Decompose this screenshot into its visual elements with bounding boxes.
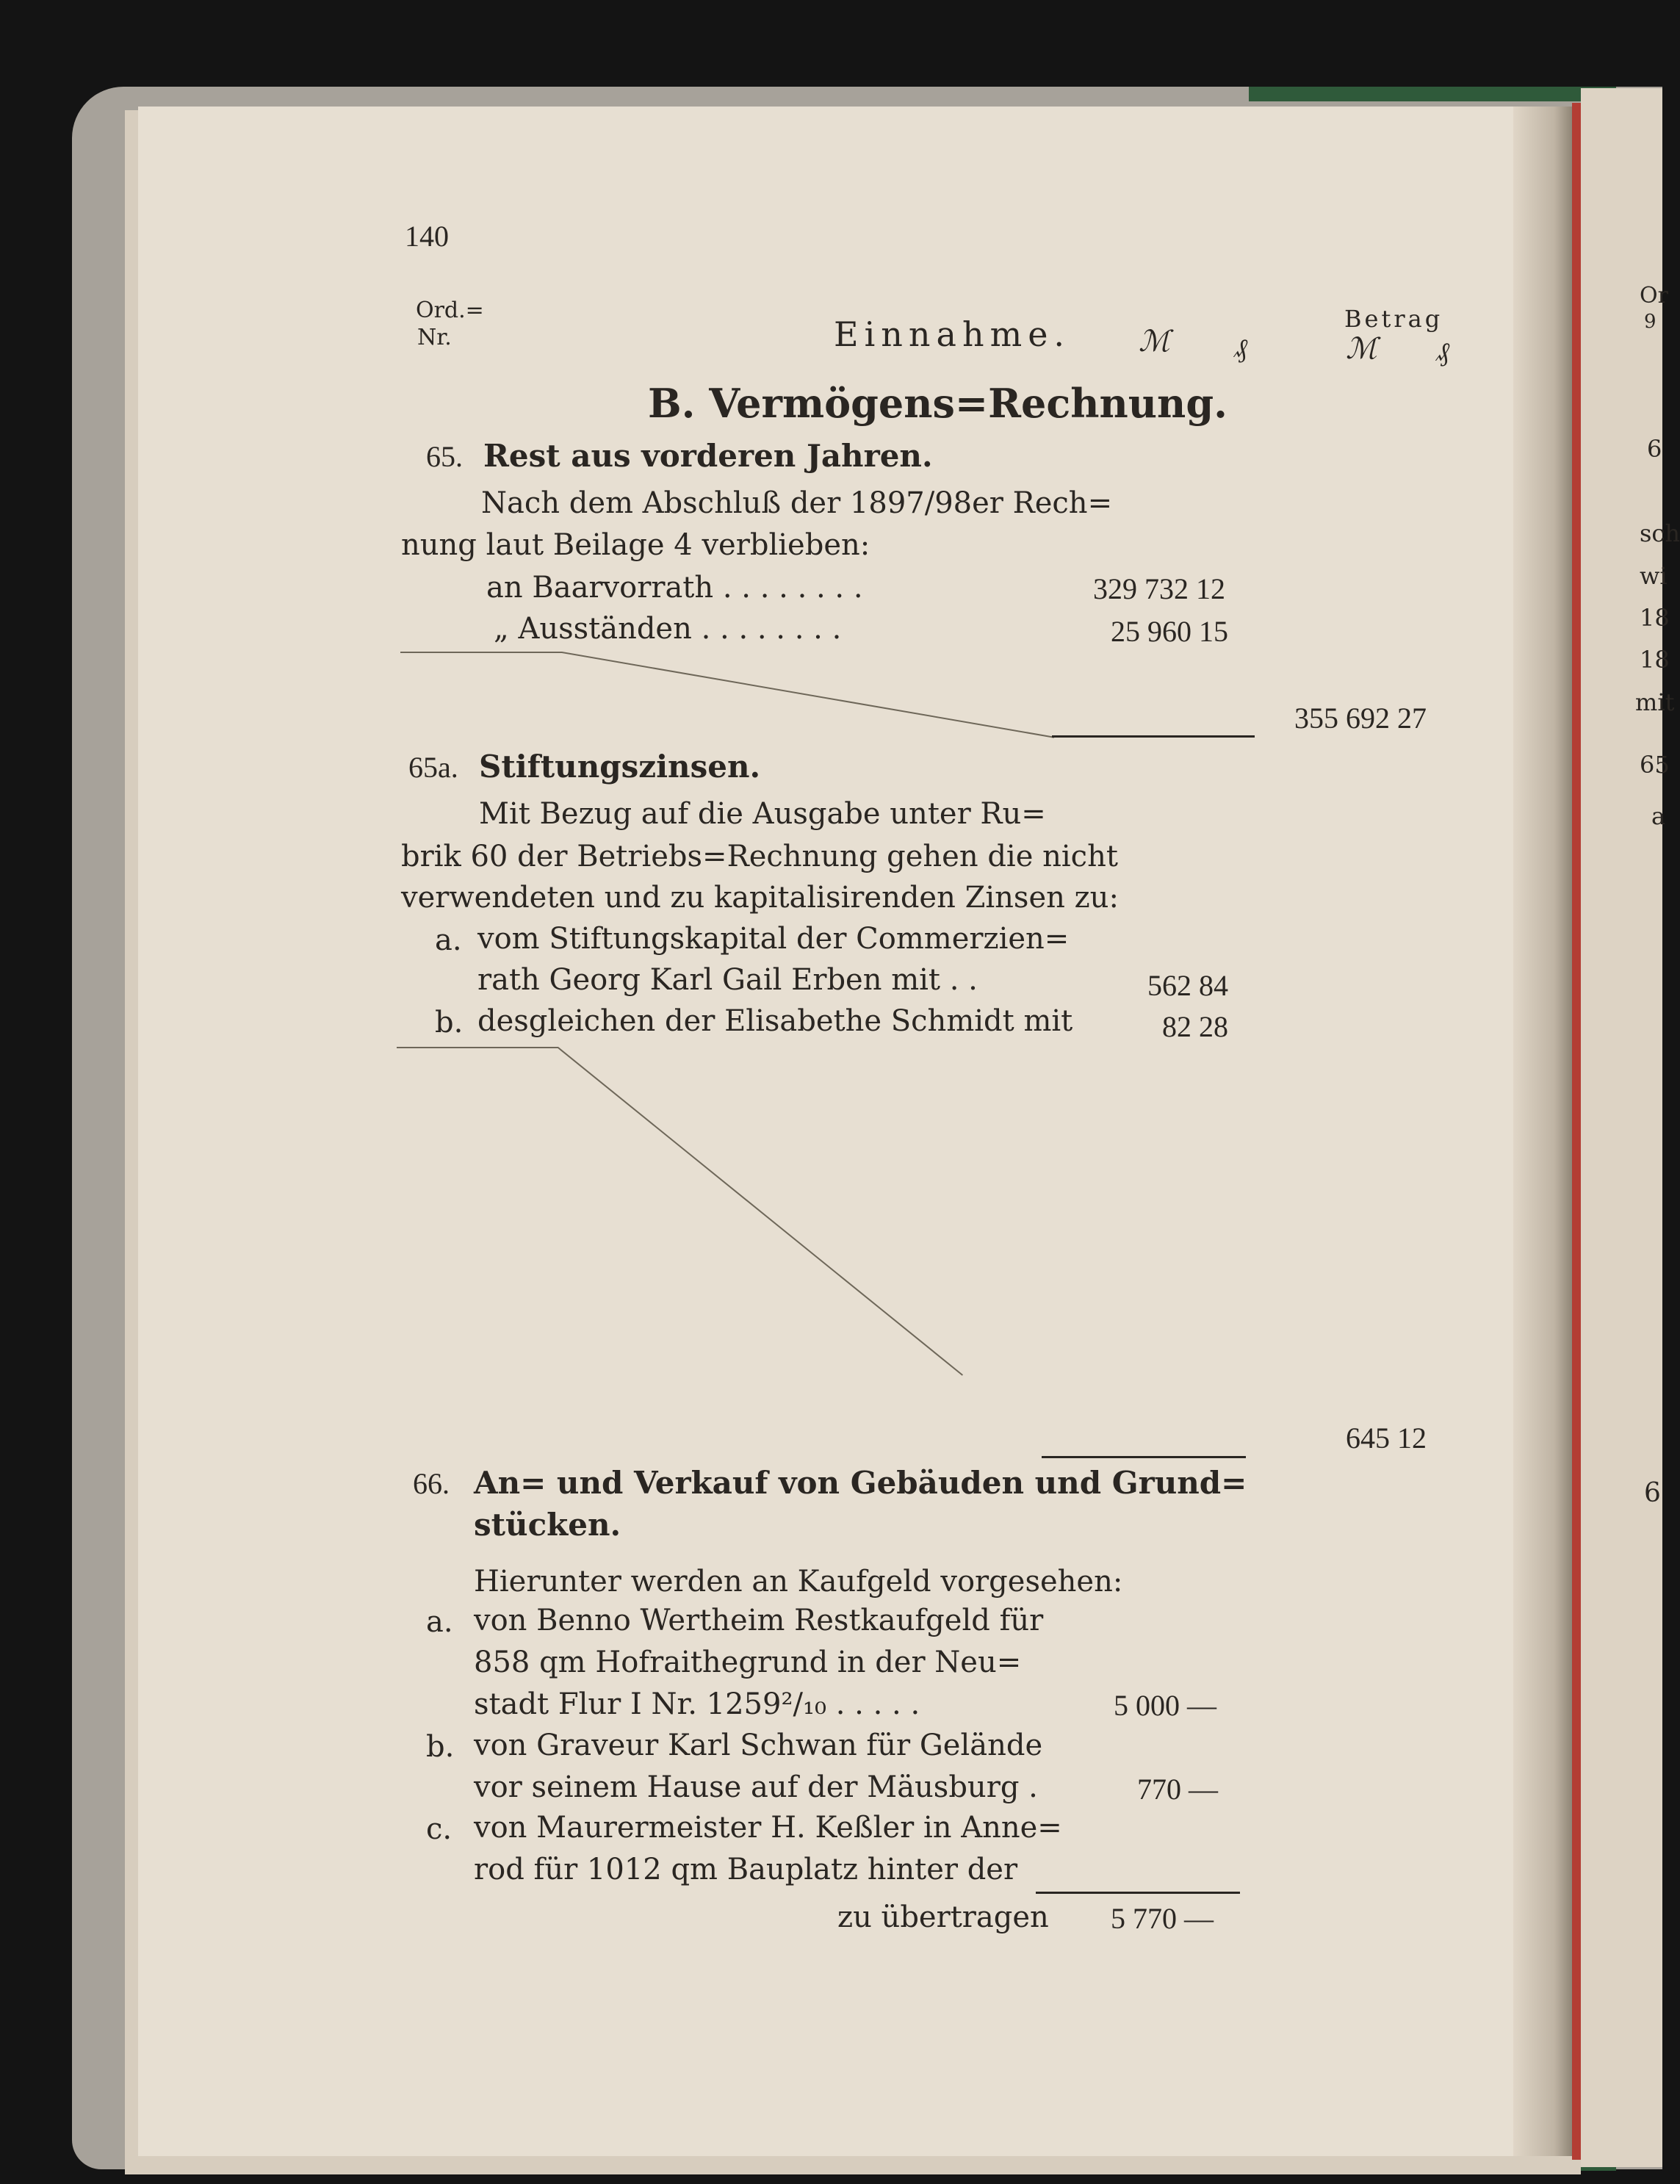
guide-line bbox=[400, 652, 562, 653]
facing-fragment: sch bbox=[1640, 519, 1680, 547]
item-label: vom Stiftungskapital der Commerzien= bbox=[477, 922, 1070, 956]
entry-title: An= und Verkauf von Gebäuden und Grund= bbox=[474, 1465, 1247, 1501]
page-number: 140 bbox=[405, 220, 449, 253]
item-label: rod für 1012 qm Bauplatz hinter der bbox=[474, 1853, 1018, 1886]
entry-text: Mit Bezug auf die Ausgabe unter Ru= bbox=[479, 797, 1046, 831]
facing-fragment: a bbox=[1651, 802, 1666, 830]
cover-edge-top bbox=[1249, 87, 1616, 101]
facing-fragment: 9 bbox=[1644, 311, 1656, 333]
item-label: 858 qm Hofraithegrund in der Neu= bbox=[474, 1646, 1022, 1679]
carry-forward-amount: 5 770 — bbox=[1111, 1902, 1214, 1935]
entry-text: Hierunter werden an Kaufgeld vorgesehen: bbox=[474, 1565, 1123, 1599]
item-amount: 329 732 12 bbox=[1093, 572, 1225, 605]
section-title: B. Vermögens=Rechnung. bbox=[648, 380, 1227, 427]
sum-rule bbox=[1052, 735, 1255, 738]
item-key: a. bbox=[426, 1605, 453, 1639]
entry-number: 65. bbox=[426, 440, 463, 473]
item-label: an Baarvorrath . . . . . . . . bbox=[486, 571, 863, 605]
facing-fragment: mit bbox=[1635, 688, 1675, 716]
red-page-edge bbox=[1572, 103, 1581, 2160]
column-head-mark-total: ℳ bbox=[1346, 332, 1377, 366]
column-head-nr: Nr. bbox=[417, 325, 452, 350]
sum-rule bbox=[1042, 1456, 1246, 1458]
item-amount: 770 — bbox=[1137, 1773, 1218, 1806]
entry-number: 65a. bbox=[408, 751, 458, 784]
item-label: von Maurermeister H. Keßler in Anne= bbox=[474, 1811, 1062, 1845]
facing-fragment: Or bbox=[1640, 283, 1668, 309]
item-amount: 5 000 — bbox=[1114, 1689, 1216, 1722]
entry-number: 66. bbox=[413, 1467, 450, 1500]
facing-fragment: 18 bbox=[1640, 604, 1670, 632]
gutter-shadow bbox=[1513, 107, 1572, 2156]
entry-total: 645 12 bbox=[1346, 1421, 1427, 1455]
item-label: von Graveur Karl Schwan für Gelände bbox=[474, 1729, 1043, 1762]
facing-page bbox=[1581, 88, 1662, 2167]
item-amount: 25 960 15 bbox=[1111, 615, 1228, 648]
item-amount: 562 84 bbox=[1147, 969, 1228, 1002]
item-label: „ Ausständen . . . . . . . . bbox=[494, 612, 842, 646]
item-label: vor seinem Hause auf der Mäusburg . bbox=[474, 1770, 1038, 1804]
column-head-title: Einnahme. bbox=[834, 314, 1071, 354]
entry-title: Stiftungszinsen. bbox=[479, 749, 761, 785]
column-head-ord: Ord.= bbox=[416, 298, 484, 323]
item-label: rath Georg Karl Gail Erben mit . . bbox=[477, 963, 978, 997]
facing-fragment: wi bbox=[1640, 562, 1668, 590]
item-amount: 82 28 bbox=[1162, 1010, 1228, 1043]
guide-line bbox=[397, 1047, 558, 1048]
column-head-pfennig-total: ₰ bbox=[1436, 337, 1449, 367]
entry-text: verwendeten und zu kapitalisirenden Zinsen zu: bbox=[401, 881, 1119, 915]
facing-fragment: 18 bbox=[1640, 646, 1670, 674]
entry-text: Nach dem Abschluß der 1897/98er Rech= bbox=[481, 486, 1113, 520]
item-key: a. bbox=[435, 923, 462, 957]
item-label: desgleichen der Elisabethe Schmidt mit bbox=[477, 1004, 1073, 1038]
column-head-betrag: Betrag bbox=[1344, 305, 1443, 333]
entry-text: nung laut Beilage 4 verblieben: bbox=[401, 528, 870, 562]
column-head-mark: ℳ bbox=[1139, 325, 1170, 358]
item-label: von Benno Wertheim Restkaufgeld für bbox=[474, 1604, 1044, 1637]
item-key: c. bbox=[426, 1812, 453, 1846]
carry-forward-label: zu übertragen bbox=[837, 1900, 1049, 1934]
item-key: b. bbox=[435, 1006, 464, 1039]
entry-title: Rest aus vorderen Jahren. bbox=[483, 438, 933, 474]
facing-fragment: 6 bbox=[1644, 1478, 1661, 1508]
entry-total: 355 692 27 bbox=[1294, 702, 1427, 735]
item-label: stadt Flur I Nr. 1259²/₁₀ . . . . . bbox=[474, 1687, 920, 1721]
entry-text: brik 60 der Betriebs=Rechnung gehen die nicht bbox=[401, 840, 1118, 873]
entry-title: stücken. bbox=[474, 1507, 621, 1543]
sum-rule bbox=[1036, 1892, 1240, 1894]
column-head-pfennig: ₰ bbox=[1234, 334, 1247, 364]
facing-fragment: 6 bbox=[1647, 435, 1662, 463]
facing-fragment: 65 bbox=[1640, 751, 1670, 779]
item-key: b. bbox=[426, 1730, 455, 1764]
